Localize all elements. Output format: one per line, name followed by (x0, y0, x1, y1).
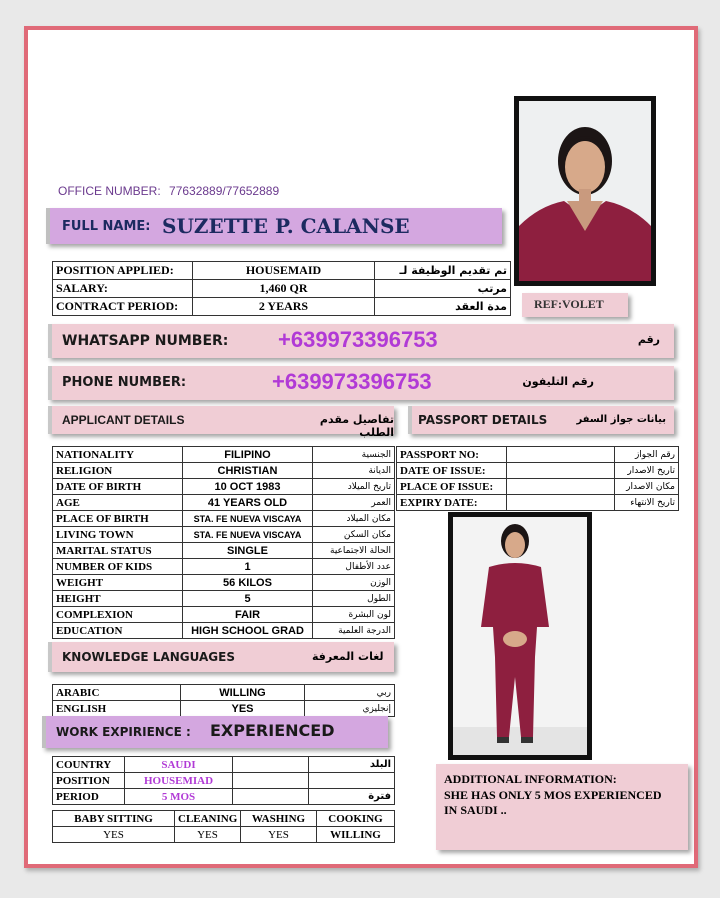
contract-value: 2 YEARS (193, 298, 375, 316)
salary-label: SALARY: (53, 280, 193, 298)
table-row (53, 623, 395, 639)
work-experience-bar (42, 716, 388, 748)
applicant-ar: عدد الأطفال (313, 559, 395, 575)
applicant-label: DATE OF BIRTH (53, 479, 183, 495)
skill-value: YES (53, 827, 175, 843)
applicant-ar: لون البشرة (313, 607, 395, 623)
whatsapp-ar: رقم (637, 333, 660, 346)
headshot-image (519, 101, 651, 281)
contract-ar: مدة العقد (375, 298, 511, 316)
table-row (53, 789, 395, 805)
office-number-value: 77632889/77652889 (169, 184, 280, 198)
passport-details-ar: بيانات جواز السفر (576, 414, 666, 425)
work-ar (309, 773, 395, 789)
work-experience-value: EXPERIENCED (210, 721, 335, 740)
applicant-ar: مكان الميلاد (313, 511, 395, 527)
passport-ar: رقم الجواز (615, 447, 679, 463)
table-row (53, 527, 395, 543)
table-row (53, 463, 395, 479)
skill-value: WILLING (317, 827, 395, 843)
applicant-value: 5 (183, 591, 313, 607)
table-row (53, 479, 395, 495)
applicant-details-bar (48, 406, 394, 439)
passport-ar: تاريخ الاصدار (615, 463, 679, 479)
full-body-photo (448, 512, 592, 760)
passport-label: DATE OF ISSUE: (397, 463, 507, 479)
passport-value (507, 447, 615, 463)
language-ar: ربي (305, 685, 395, 701)
applicant-value: FAIR (183, 607, 313, 623)
language-ar: إنجليزي (305, 701, 395, 717)
knowledge-languages-bar (48, 642, 394, 672)
applicant-label: AGE (53, 495, 183, 511)
office-number (58, 184, 279, 198)
applicant-value: 10 OCT 1983 (183, 479, 313, 495)
passport-ar: مكان الاصدار (615, 479, 679, 495)
applicant-label: COMPLEXION (53, 607, 183, 623)
applicant-label: EDUCATION (53, 623, 183, 639)
applicant-label: NUMBER OF KIDS (53, 559, 183, 575)
salary-ar: مرتب (375, 280, 511, 298)
table-row (53, 511, 395, 527)
skill-header: CLEANING (175, 811, 241, 827)
table-row (397, 479, 679, 495)
applicant-table (52, 446, 395, 639)
table-row (397, 495, 679, 511)
applicant-ar: مكان السكن (313, 527, 395, 543)
ref-box (522, 293, 628, 317)
work-value: HOUSEMIAD (125, 773, 233, 789)
applicant-value: STA. FE NUEVA VISCAYA (183, 527, 313, 543)
work-value: 5 MOS (125, 789, 233, 805)
passport-label: EXPIRY DATE: (397, 495, 507, 511)
position-table (52, 261, 511, 316)
passport-details-bar (408, 406, 674, 434)
applicant-value: FILIPINO (183, 447, 313, 463)
applicant-label: HEIGHT (53, 591, 183, 607)
work-experience-label: WORK EXPIRIENCE : (56, 725, 191, 739)
full-name-bar (46, 208, 502, 244)
applicant-value: 41 YEARS OLD (183, 495, 313, 511)
knowledge-languages-label: KNOWLEDGE LANGUAGES (62, 650, 235, 664)
position-ar: تم تقديم الوظيفة لـ (375, 262, 511, 280)
whatsapp-bar (48, 324, 674, 358)
table-row (53, 811, 395, 827)
table-row (397, 463, 679, 479)
additional-info-box (436, 764, 688, 850)
phone-ar: رقم التليفون (522, 375, 594, 388)
work-empty (233, 789, 309, 805)
applicant-label: RELIGION (53, 463, 183, 479)
work-ar: البلد (309, 757, 395, 773)
applicant-ar: تاريخ الميلاد (313, 479, 395, 495)
table-row (53, 827, 395, 843)
applicant-value: CHRISTIAN (183, 463, 313, 479)
applicant-ar: الدرجة العلمية (313, 623, 395, 639)
applicant-value: STA. FE NUEVA VISCAYA (183, 511, 313, 527)
table-row (53, 495, 395, 511)
knowledge-languages-ar: لغات المعرفة (312, 650, 384, 663)
skill-header: BABY SITTING (53, 811, 175, 827)
table-row (53, 591, 395, 607)
skill-header: COOKING (317, 811, 395, 827)
skills-table (52, 810, 395, 843)
contract-label: CONTRACT PERIOD: (53, 298, 193, 316)
work-value: SAUDI (125, 757, 233, 773)
applicant-label: NATIONALITY (53, 447, 183, 463)
applicant-value: SINGLE (183, 543, 313, 559)
applicant-value: 1 (183, 559, 313, 575)
applicant-ar: العمر (313, 495, 395, 511)
passport-value (507, 463, 615, 479)
applicant-details-ar: تفاصيل مقدم الطلب (319, 413, 394, 439)
additional-info-title: ADDITIONAL INFORMATION: (444, 772, 617, 786)
passport-label: PLACE OF ISSUE: (397, 479, 507, 495)
applicant-ar: الجنسية (313, 447, 395, 463)
headshot-photo (514, 96, 656, 286)
language-value: WILLING (181, 685, 305, 701)
table-row (53, 262, 511, 280)
table-row (53, 280, 511, 298)
applicant-label: MARITAL STATUS (53, 543, 183, 559)
passport-value (507, 495, 615, 511)
languages-table (52, 684, 395, 717)
table-row (53, 298, 511, 316)
whatsapp-label: WHATSAPP NUMBER: (62, 333, 229, 349)
skill-value: YES (175, 827, 241, 843)
language-label: ENGLISH (53, 701, 181, 717)
applicant-label: WEIGHT (53, 575, 183, 591)
whatsapp-number[interactable]: +639973396753 (278, 327, 438, 352)
passport-label: PASSPORT NO: (397, 447, 507, 463)
position-label: POSITION APPLIED: (53, 262, 193, 280)
applicant-value: HIGH SCHOOL GRAD (183, 623, 313, 639)
phone-number[interactable]: +639973396753 (272, 369, 432, 394)
full-name-value: SUZETTE P. CALANSE (162, 214, 410, 238)
applicant-value: 56 KILOS (183, 575, 313, 591)
skill-header: WASHING (241, 811, 317, 827)
table-row (53, 685, 395, 701)
passport-details-label: PASSPORT DETAILS (418, 413, 548, 427)
work-ar: فترة (309, 789, 395, 805)
work-label: PERIOD (53, 789, 125, 805)
salary-value: 1,460 QR (193, 280, 375, 298)
work-empty (233, 757, 309, 773)
applicant-ar: الحالة الاجتماعية (313, 543, 395, 559)
passport-ar: تاريخ الانتهاء (615, 495, 679, 511)
work-label: POSITION (53, 773, 125, 789)
work-empty (233, 773, 309, 789)
position-value: HOUSEMAID (193, 262, 375, 280)
phone-label: PHONE NUMBER: (62, 375, 187, 390)
applicant-ar: الديانة (313, 463, 395, 479)
applicant-details-label: APPLICANT DETAILS (62, 413, 185, 427)
ref-value: REF:VOLET (534, 297, 604, 311)
applicant-label: LIVING TOWN (53, 527, 183, 543)
work-label: COUNTRY (53, 757, 125, 773)
cv-page (24, 26, 698, 868)
work-table (52, 756, 395, 805)
table-row (397, 447, 679, 463)
table-row (53, 447, 395, 463)
passport-value (507, 479, 615, 495)
table-row (53, 559, 395, 575)
table-row (53, 773, 395, 789)
additional-info-text: SHE HAS ONLY 5 MOS EXPERIENCED IN SAUDI .. (444, 788, 662, 817)
office-number-label: OFFICE NUMBER: (58, 184, 161, 198)
table-row (53, 757, 395, 773)
applicant-ar: الوزن (313, 575, 395, 591)
skill-value: YES (241, 827, 317, 843)
table-row (53, 607, 395, 623)
language-value: YES (181, 701, 305, 717)
full-body-image (453, 517, 587, 755)
table-row (53, 575, 395, 591)
applicant-ar: الطول (313, 591, 395, 607)
full-name-label: FULL NAME: (62, 219, 151, 234)
table-row (53, 701, 395, 717)
passport-table (396, 446, 679, 511)
applicant-label: PLACE OF BIRTH (53, 511, 183, 527)
phone-bar (48, 366, 674, 400)
table-row (53, 543, 395, 559)
language-label: ARABIC (53, 685, 181, 701)
